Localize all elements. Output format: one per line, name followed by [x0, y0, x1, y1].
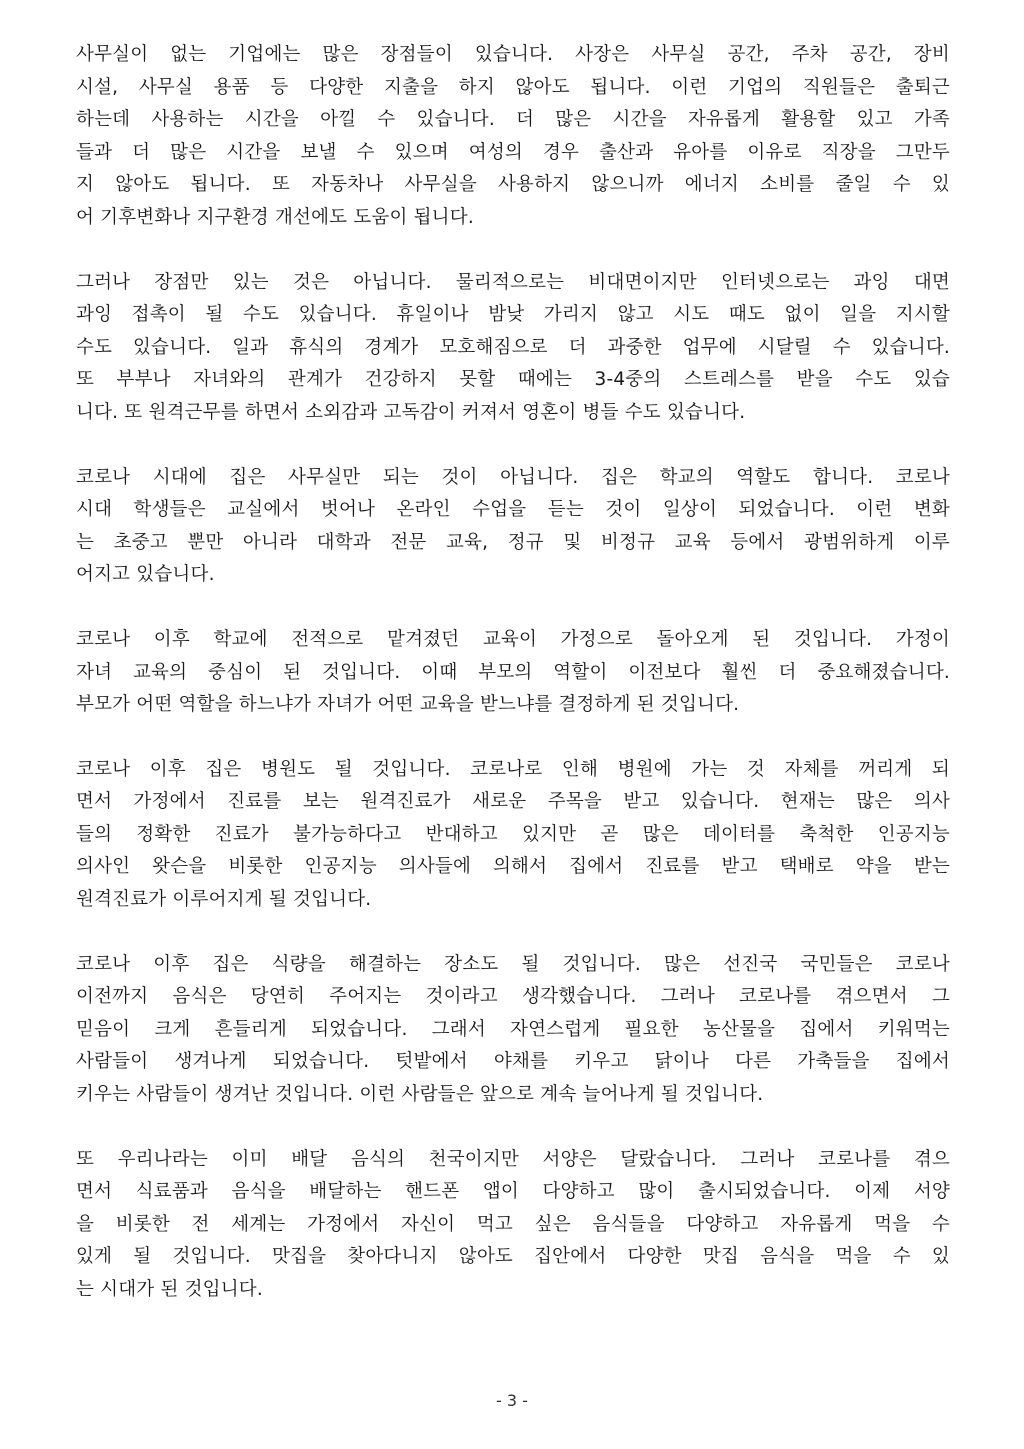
text-line: 키우는 사람들이 생겨난 것입니다. 이런 사람들은 앞으로 계속 늘어나게 될 것입니다.	[76, 1084, 764, 1106]
text-line: 사무실이 없는 기업에는 많은 장점들이 있습니다. 사장은 사무실 공간, 주차 공간, 장비	[76, 44, 950, 65]
paragraph	[76, 39, 950, 235]
text-line: 면서 식료품과 음식을 배달하는 핸드폰 앱이 다양하고 많이 출시되었습니다. 이제 서양	[76, 1181, 950, 1203]
document-body	[76, 39, 950, 1339]
text-line: 는 초중고 뿐만 아니라 대학과 전문 교육, 정규 및 비정규 교육 등에서 광범위하게 이루	[76, 531, 950, 553]
text-line: 면서 가정에서 진료를 보는 원격진료가 새로운 주목을 받고 있습니다. 현재는 많은 의사	[76, 791, 950, 813]
text-line: 의사인 왓슨을 비롯한 인공지능 의사들에 의해서 집에서 진료를 받고 택배로 약을 받는	[76, 856, 950, 878]
text-line: 들의 정확한 진료가 불가능하다고 반대하고 있지만 곧 많은 데이터를 축척한 인공지능	[76, 823, 950, 845]
text-line: 시대 학생들은 교실에서 벗어나 온라인 수업을 듣는 것이 일상이 되었습니다. 이런 변화	[76, 499, 950, 521]
text-line: 수도 있습니다. 일과 휴식의 경계가 모호해짐으로 더 과중한 업무에 시달릴 수 있습니다.	[76, 336, 950, 358]
paragraph	[76, 1144, 950, 1307]
text-line: 지 않아도 됩니다. 또 자동차나 사무실을 사용하지 않으니까 에너지 소비를 줄일 수 있	[76, 174, 950, 196]
text-line: 그러나 장점만 있는 것은 아닙니다. 물리적으로는 비대면이지만 인터넷으로는 과잉 대면	[76, 271, 950, 293]
paragraph	[76, 462, 950, 592]
paragraph	[76, 949, 950, 1112]
text-line: 을 비롯한 전 세계는 가정에서 자신이 먹고 싶은 음식들을 다양하고 자유롭게 먹을 수	[76, 1213, 950, 1235]
text-line: 있게 될 것입니다. 맛집을 찾아다니지 않아도 집안에서 다양한 맛집 음식을 먹을 수 있	[76, 1246, 950, 1268]
paragraph	[76, 624, 950, 722]
text-line: 원격진료가 이루어지게 될 것입니다.	[76, 889, 372, 911]
text-line: 하는데 사용하는 시간을 아낄 수 있습니다. 더 많은 시간을 자유롭게 활용할 있고 가족	[76, 109, 950, 131]
text-line: 는 시대가 된 것입니다.	[76, 1279, 263, 1300]
text-line: 또 우리나라는 이미 배달 음식의 천국이지만 서양은 달랐습니다. 그러나 코로나를 겪으	[76, 1148, 950, 1170]
text-line: 이전까지 음식은 당연히 주어지는 것이라고 생각했습니다. 그러나 코로나를 겪으면서 그	[76, 986, 950, 1008]
paragraph	[76, 754, 950, 917]
text-line: 부모가 어떤 역할을 하느냐가 자녀가 어떤 교육을 받느냐를 결정하게 된 것입니다.	[76, 694, 740, 716]
text-line: 과잉 접촉이 될 수도 있습니다. 휴일이나 밤낮 가리지 않고 시도 때도 없이 일을 지시할	[76, 304, 950, 326]
text-line: 코로나 이후 집은 병원도 될 것입니다. 코로나로 인해 병원에 가는 것 자체를 꺼리게 되	[76, 758, 950, 780]
text-line: 믿음이 크게 흔들리게 되었습니다. 그래서 자연스럽게 필요한 농산물을 집에서 키워먹는	[76, 1018, 950, 1040]
text-line: 어지고 있습니다.	[76, 564, 215, 586]
paragraph	[76, 267, 950, 430]
text-line: 코로나 이후 학교에 전적으로 맡겨졌던 교육이 가정으로 돌아오게 된 것입니다. 가정이	[76, 628, 950, 650]
text-line: 코로나 시대에 집은 사무실만 되는 것이 아닙니다. 집은 학교의 역할도 합니다. 코로나	[76, 466, 950, 488]
page-number: - 3 -	[496, 1391, 528, 1410]
text-line: 들과 더 많은 시간을 보낼 수 있으며 여성의 경우 출산과 유아를 이유로 직장을 그만두	[76, 141, 950, 163]
text-line: 사람들이 생겨나게 되었습니다. 텃밭에서 야채를 키우고 닭이나 다른 가축들을 집에서	[76, 1051, 950, 1073]
text-line: 또 부부나 자녀와의 관계가 건강하지 못할 때에는 3-4중의 스트레스를 받을 수도 있습	[76, 369, 950, 391]
text-line: 니다. 또 원격근무를 하면서 소외감과 고독감이 커져서 영혼이 병들 수도 있습니다.	[76, 401, 746, 423]
text-line: 자녀 교육의 중심이 된 것입니다. 이때 부모의 역할이 이전보다 훨씬 더 중요해졌습니다.	[76, 661, 950, 683]
text-line: 코로나 이후 집은 식량을 해결하는 장소도 될 것입니다. 많은 선진국 국민들은 코로나	[76, 953, 950, 975]
text-line: 어 기후변화나 지구환경 개선에도 도움이 됩니다.	[76, 206, 474, 228]
text-line: 시설, 사무실 용품 등 다양한 지출을 하지 않아도 됩니다. 이런 기업의 직원들은 출퇴근	[76, 76, 950, 98]
